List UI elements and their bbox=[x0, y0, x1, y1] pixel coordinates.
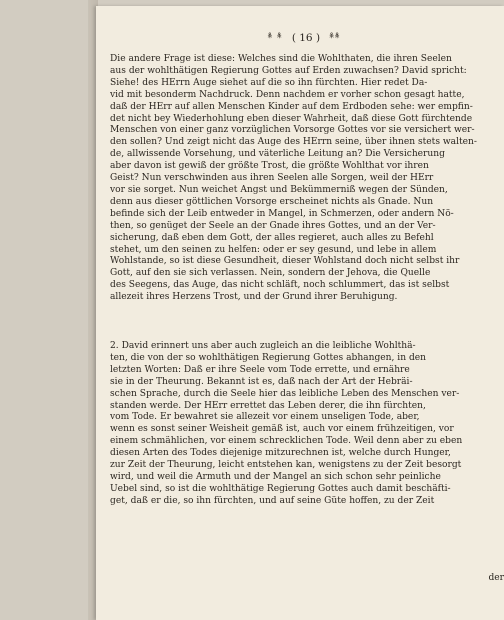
book-page bbox=[96, 6, 504, 620]
text-line: det nicht bey Wiederhohlung eben dieser Wahrheit, daß diese Gott fürchtende bbox=[110, 113, 473, 124]
text-line: standen werde. Der HErr errettet das Leben derer, die ihn fürchten, bbox=[110, 400, 426, 411]
text-line: denn aus dieser göttlichen Vorsorge erscheinet nichts als Gnade. Nun bbox=[110, 196, 434, 207]
text-line: then, so genüget der Seele an der Gnade ihres Gottes, und an der Ver- bbox=[110, 220, 436, 231]
text-line: vor sie sorget. Nun weichet Angst und Bekümmerniß wegen der Sünden, bbox=[110, 184, 448, 195]
ornament-right-icon: *̊*̊ bbox=[329, 34, 341, 44]
text-line: allezeit ihres Herzens Trost, und der Grund ihrer Beruhigung. bbox=[110, 292, 398, 303]
ornament-left-icon: *̊ *̊ bbox=[267, 34, 283, 44]
text-line: vom Tode. Er bewahret sie allezeit vor einem unseligen Tode, aber, bbox=[110, 412, 420, 423]
page-number: ( 16 ) bbox=[291, 32, 321, 44]
text-line: diesen Arten des Todes diejenige mitzurechnen ist, welche durch Hunger, bbox=[110, 448, 451, 459]
paragraph-2 bbox=[110, 341, 502, 508]
text-line: Gott, auf den sie sich verlassen. Nein, sondern der Jehova, die Quelle bbox=[110, 268, 431, 279]
paragraph-1 bbox=[110, 54, 502, 304]
text-line: Siehe! des HErrn Auge siehet auf die so ihn fürchten. Hier redet Da- bbox=[110, 77, 428, 88]
text-line: sicherung, daß eben dem Gott, der alles regieret, auch alles zu Befehl bbox=[110, 232, 434, 243]
text-line: wenn es sonst seiner Weisheit gemäß ist, auch vor einem frühzeitigen, vor bbox=[110, 424, 454, 435]
text-line: vid mit besonderm Nachdruck. Denn nachdem er vorher schon gesagt hatte, bbox=[110, 89, 465, 100]
text-line: des Seegens, das Auge, das nicht schläft, noch schlummert, das ist selbst bbox=[110, 280, 450, 291]
text-line: den sollen? Und zeigt nicht das Auge des HErrn seine, über ihnen stets walten- bbox=[110, 137, 477, 148]
text-line: aus der wohlthätigen Regierung Gottes auf Erden zuwachsen? David spricht: bbox=[110, 65, 467, 76]
page-header bbox=[104, 32, 504, 44]
catchword: der bbox=[488, 573, 504, 583]
text-line: Die andere Frage ist diese: Welches sind die Wohlthaten, die ihren Seelen bbox=[110, 54, 452, 64]
text-line: schen Sprache, durch die Seele hier das leibliche Leben des Menschen ver- bbox=[110, 388, 460, 399]
text-line: letzten Worten: Daß er ihre Seele vom Tode errette, und ernähre bbox=[110, 364, 410, 375]
text-line: Wohlstande, so ist diese Gesundheit, dieser Wohlstand doch nicht selbst ihr bbox=[110, 256, 460, 267]
text-line: Geist? Nun verschwinden aus ihren Seelen alle Sorgen, weil der HErr bbox=[110, 173, 434, 184]
text-line: de, allwissende Vorsehung, und väterliche Leitung an? Die Versicherung bbox=[110, 149, 445, 160]
text-line: get, daß er die, so ihn fürchten, und auf seine Güte hoffen, zu der Zeit bbox=[110, 495, 435, 506]
text-line: Uebel sind, so ist die wohlthätige Regierung Gottes auch damit beschäfti- bbox=[110, 483, 451, 494]
text-line: ten, die von der so wohlthätigen Regierung Gottes abhangen, in den bbox=[110, 352, 427, 363]
text-line: stehet, um den seinen zu helfen: oder er sey gesund, und lebe in allem bbox=[110, 244, 437, 255]
page-content bbox=[104, 6, 504, 620]
text-line: wird, und weil die Armuth und der Mangel an sich schon sehr peinliche bbox=[110, 471, 441, 482]
text-line: einem schmählichen, vor einem schrecklichen Tode. Weil denn aber zu eben bbox=[110, 436, 463, 447]
text-line: befinde sich der Leib entweder in Mangel, in Schmerzen, oder andern Nö- bbox=[110, 208, 454, 219]
text-line: zur Zeit der Theurung, leicht entstehen kan, wenigstens zu der Zeit besorgt bbox=[110, 460, 462, 471]
text-line: sie in der Theurung. Bekannt ist es, daß nach der Art der Hebräi- bbox=[110, 376, 413, 387]
text-line: Menschen von einer ganz vorzüglichen Vorsorge Gottes vor sie versichert wer- bbox=[110, 125, 475, 136]
text-line: 2. David erinnert uns aber auch zugleich an die leibliche Wohlthä- bbox=[110, 341, 416, 351]
text-line: aber davon ist gewiß der größte Trost, die größte Wohlthat vor ihren bbox=[110, 161, 429, 172]
text-line: daß der HErr auf allen Menschen Kinder auf dem Erdboden sehe: wer empfin- bbox=[110, 101, 473, 112]
